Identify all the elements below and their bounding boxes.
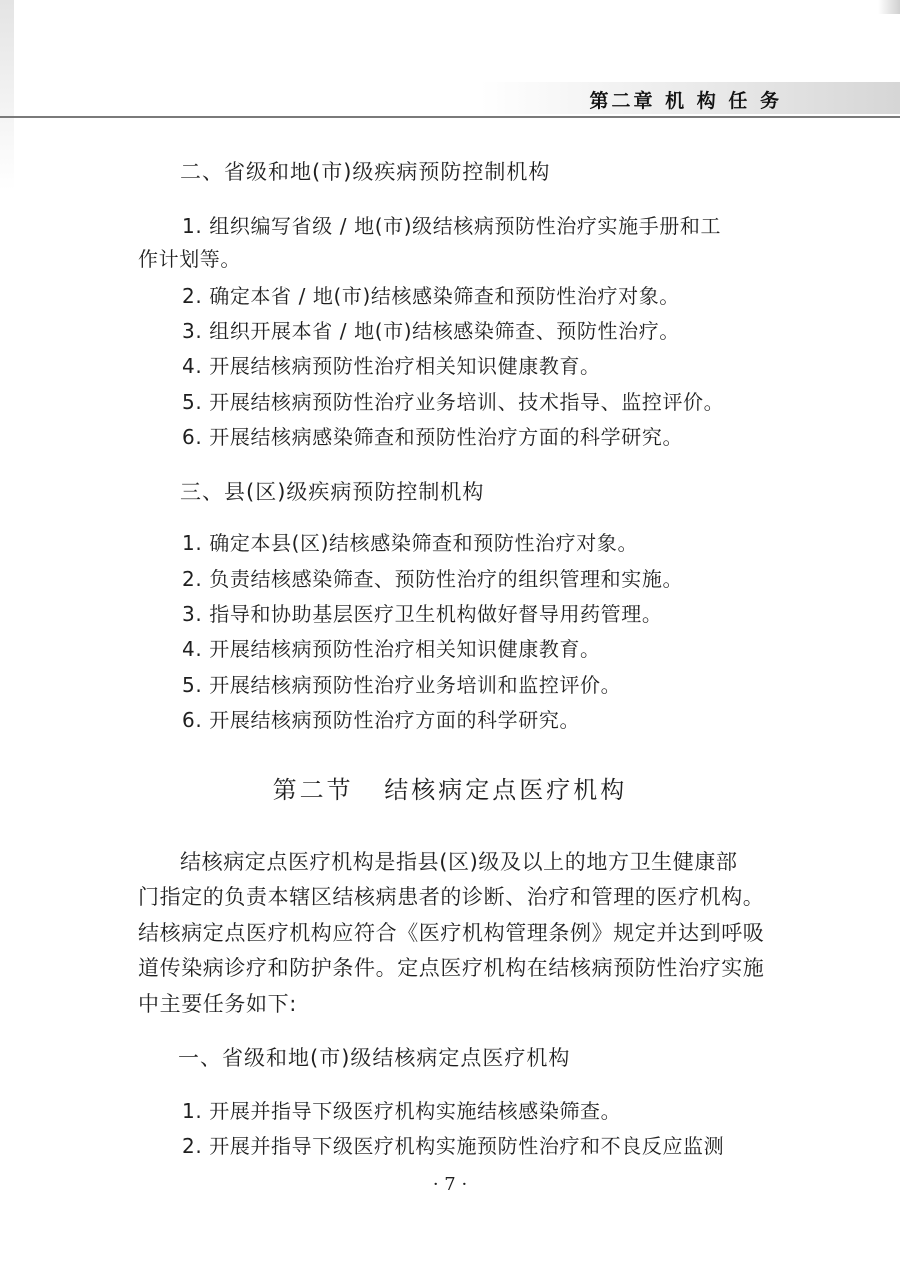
header-rule (0, 116, 900, 118)
list-item: 3. 组织开展本省 / 地(市)结核感染筛查、预防性治疗。 (182, 319, 680, 343)
paragraph-line: 中主要任务如下: (138, 992, 297, 1016)
list-item: 6. 开展结核病感染筛查和预防性治疗方面的科学研究。 (182, 425, 684, 449)
section-title: 第二节 结核病定点医疗机构 (272, 776, 628, 804)
heading-provincial-cdc: 二、省级和地(市)级疾病预防控制机构 (180, 160, 551, 184)
paragraph-line: 结核病定点医疗机构是指县(区)级及以上的地方卫生健康部 (180, 850, 738, 874)
list-item-continued: 作计划等。 (138, 247, 241, 271)
paragraph-line: 门指定的负责本辖区结核病患者的诊断、治疗和管理的医疗机构。 (138, 885, 765, 909)
heading-provincial-hospitals: 一、省级和地(市)级结核病定点医疗机构 (178, 1046, 571, 1070)
list-item: 1. 开展并指导下级医疗机构实施结核感染筛查。 (182, 1099, 622, 1123)
list-item: 2. 开展并指导下级医疗机构实施预防性治疗和不良反应监测 (182, 1134, 725, 1158)
running-header-chapter: 第二章 机 构 任 务 (589, 90, 782, 112)
list-item: 3. 指导和协助基层医疗卫生机构做好督导用药管理。 (182, 602, 663, 626)
list-item: 5. 开展结核病预防性治疗业务培训、技术指导、监控评价。 (182, 390, 725, 414)
paragraph-line: 结核病定点医疗机构应符合《医疗机构管理条例》规定并达到呼吸 (138, 921, 765, 945)
list-item: 4. 开展结核病预防性治疗相关知识健康教育。 (182, 354, 601, 378)
list-item: 1. 组织编写省级 / 地(市)级结核病预防性治疗实施手册和工 (182, 214, 722, 238)
page-edge-shadow (0, 0, 14, 190)
list-item: 6. 开展结核病预防性治疗方面的科学研究。 (182, 708, 581, 732)
list-item: 2. 负责结核感染筛查、预防性治疗的组织管理和实施。 (182, 567, 684, 591)
page-corner-shadow (878, 0, 900, 14)
list-item: 4. 开展结核病预防性治疗相关知识健康教育。 (182, 637, 601, 661)
page-number: · 7 · (432, 1174, 468, 1195)
list-item: 2. 确定本省 / 地(市)结核感染筛查和预防性治疗对象。 (182, 284, 680, 308)
heading-county-cdc: 三、县(区)级疾病预防控制机构 (180, 480, 485, 504)
list-item: 5. 开展结核病预防性治疗业务培训和监控评价。 (182, 673, 622, 697)
list-item: 1. 确定本县(区)结核感染筛查和预防性治疗对象。 (182, 531, 639, 555)
paragraph-line: 道传染病诊疗和防护条件。定点医疗机构在结核病预防性治疗实施 (138, 956, 765, 980)
